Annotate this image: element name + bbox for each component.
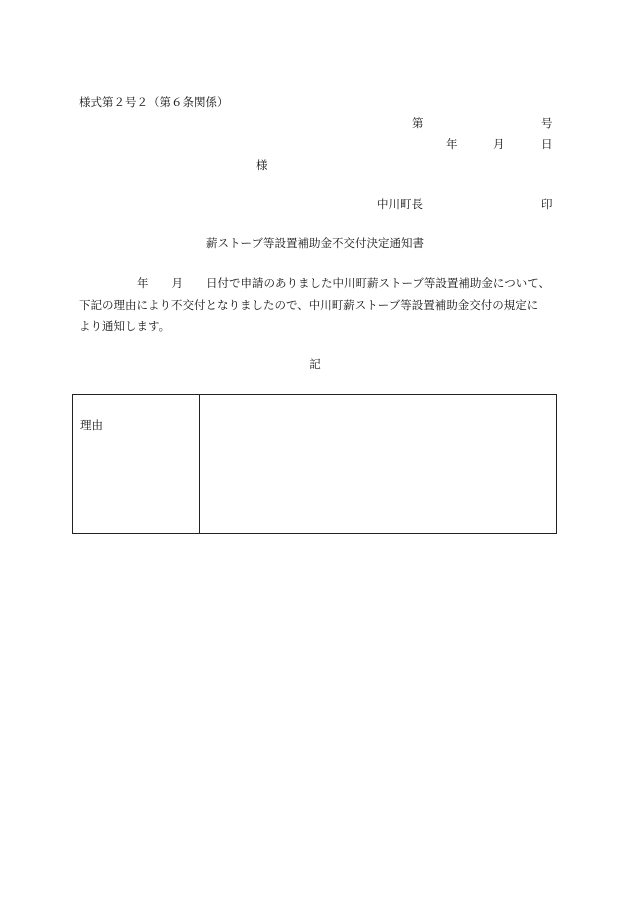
body-line-3: より通知します。 — [79, 319, 171, 333]
reason-value-cell — [200, 395, 556, 533]
seal-mark: 印 — [541, 197, 553, 211]
issuer-name: 中川町長 — [377, 197, 423, 211]
body-line-2: 下記の理由により不交付となりましたので、中川町薪ストーブ等設置補助金交付の規定に — [79, 298, 539, 312]
document-number-suffix: 号 — [541, 116, 553, 130]
date-month-label: 月 — [493, 137, 505, 151]
date-day-label: 日 — [541, 137, 553, 151]
body-month-label: 月 — [171, 276, 183, 290]
body-line-1 — [79, 278, 550, 290]
date-year-label: 年 — [446, 137, 458, 151]
document-number-prefix: 第 — [412, 116, 424, 130]
form-number-label: 様式第２号２（第６条関係） — [79, 95, 229, 109]
recipient-honorific: 様 — [256, 158, 268, 172]
body-line-1-text: 日付で申請のありました中川町薪ストーブ等設置補助金について、 — [206, 276, 550, 290]
reason-label-cell — [73, 395, 200, 533]
body-year-label: 年 — [137, 276, 149, 290]
reason-table — [72, 394, 557, 534]
ki-heading: 記 — [309, 357, 321, 371]
reason-label: 理由 — [80, 418, 103, 432]
document-title: 薪ストーブ等設置補助金不交付決定通知書 — [206, 236, 424, 250]
